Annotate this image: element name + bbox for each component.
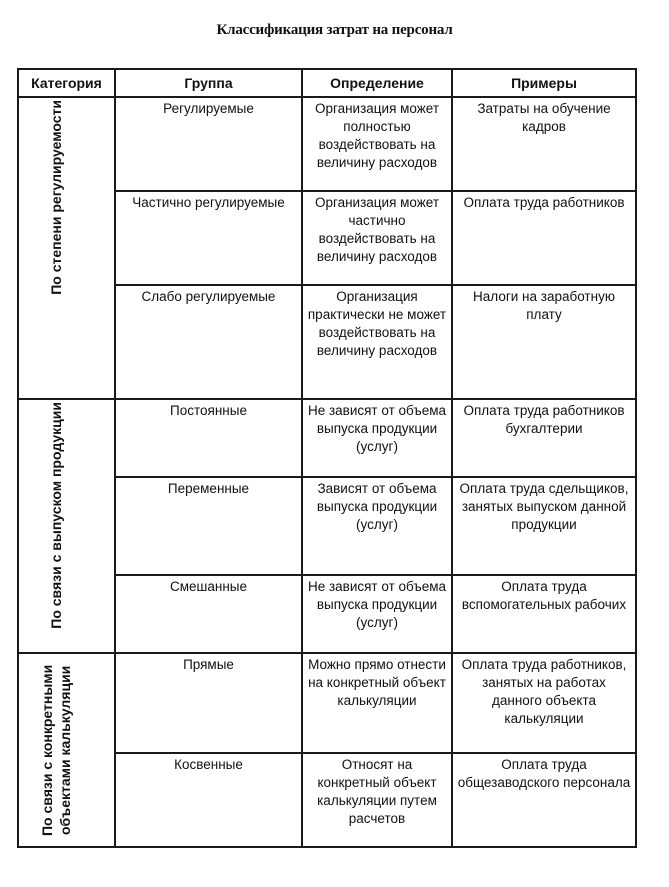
category-cell-output bbox=[18, 399, 115, 653]
definition-cell bbox=[302, 285, 452, 399]
group-cell bbox=[115, 285, 302, 399]
header-definition: Определение bbox=[302, 69, 452, 97]
header-examples: Примеры bbox=[452, 69, 636, 97]
group-text: Частично регулируемые bbox=[132, 195, 285, 210]
definition-text: Не зависят от объема выпуска продукции (услуг) bbox=[307, 403, 447, 454]
definition-text: Организация практически не может воздействовать на величину расходов bbox=[307, 289, 447, 358]
category-label: По степени регулируемости bbox=[47, 100, 64, 295]
example-text: Оплата труда работников bbox=[463, 195, 625, 210]
example-cell bbox=[452, 653, 636, 753]
group-text: Переменные bbox=[167, 481, 250, 496]
definition-cell bbox=[302, 477, 452, 575]
definition-cell bbox=[302, 191, 452, 285]
group-text: Регулируемые bbox=[163, 101, 254, 116]
example-cell bbox=[452, 477, 636, 575]
definition-cell bbox=[302, 399, 452, 477]
table-row bbox=[18, 97, 636, 191]
example-cell bbox=[452, 575, 636, 653]
group-cell bbox=[115, 575, 302, 653]
example-cell bbox=[452, 753, 636, 847]
example-text: Оплата труда сдельщиков, занятых выпуском данной продукции bbox=[459, 481, 629, 532]
example-text: Оплата труда работников бухгалтерии bbox=[463, 403, 625, 436]
definition-text: Не зависят от объема выпуска продукции (услуг) bbox=[307, 579, 447, 630]
example-text: Оплата труда общезаводского персонала bbox=[457, 757, 631, 790]
example-text: Налоги на заработную плату bbox=[473, 289, 615, 322]
cost-classification-table bbox=[17, 68, 637, 848]
example-cell bbox=[452, 285, 636, 399]
definition-text: Можно прямо отнести на конкретный объект калькуляции bbox=[308, 657, 446, 708]
group-text: Прямые bbox=[183, 657, 234, 672]
group-text: Косвенные bbox=[174, 757, 243, 772]
group-cell bbox=[115, 477, 302, 575]
definition-cell bbox=[302, 753, 452, 847]
page-title: Классификация затрат на персонал bbox=[216, 22, 453, 38]
definition-text: Зависят от объема выпуска продукции (услуг) bbox=[316, 481, 438, 532]
table-row bbox=[18, 399, 636, 477]
definition-cell bbox=[302, 575, 452, 653]
category-label: По связи с выпуском продукции bbox=[47, 402, 64, 629]
group-cell bbox=[115, 191, 302, 285]
example-cell bbox=[452, 97, 636, 191]
group-text: Постоянные bbox=[170, 403, 247, 418]
table-header-row bbox=[18, 69, 636, 97]
group-cell bbox=[115, 399, 302, 477]
example-cell bbox=[452, 399, 636, 477]
category-cell-costing bbox=[18, 653, 115, 847]
example-text: Оплата труда работников, занятых на работах данного объекта калькуляции bbox=[461, 657, 627, 726]
header-category: Категория bbox=[18, 69, 115, 97]
example-text: Оплата труда вспомогательных рабочих bbox=[461, 579, 627, 612]
group-text: Слабо регулируемые bbox=[141, 289, 276, 304]
definition-text: Организация может частично воздействовать на величину расходов bbox=[314, 195, 440, 264]
group-cell bbox=[115, 753, 302, 847]
group-text: Смешанные bbox=[170, 579, 247, 594]
category-label: По связи с конкретными объектами калькуляции bbox=[38, 664, 73, 836]
example-cell bbox=[452, 191, 636, 285]
table-row bbox=[18, 653, 636, 753]
definition-cell bbox=[302, 97, 452, 191]
definition-text: Относят на конкретный объект калькуляции путем расчетов bbox=[317, 757, 437, 826]
header-group: Группа bbox=[115, 69, 302, 97]
group-cell bbox=[115, 97, 302, 191]
example-text: Затраты на обучение кадров bbox=[477, 101, 611, 134]
category-cell-regulation bbox=[18, 97, 115, 399]
group-cell bbox=[115, 653, 302, 753]
definition-text: Организация может полностью воздействовать на величину расходов bbox=[314, 101, 440, 170]
definition-cell bbox=[302, 653, 452, 753]
